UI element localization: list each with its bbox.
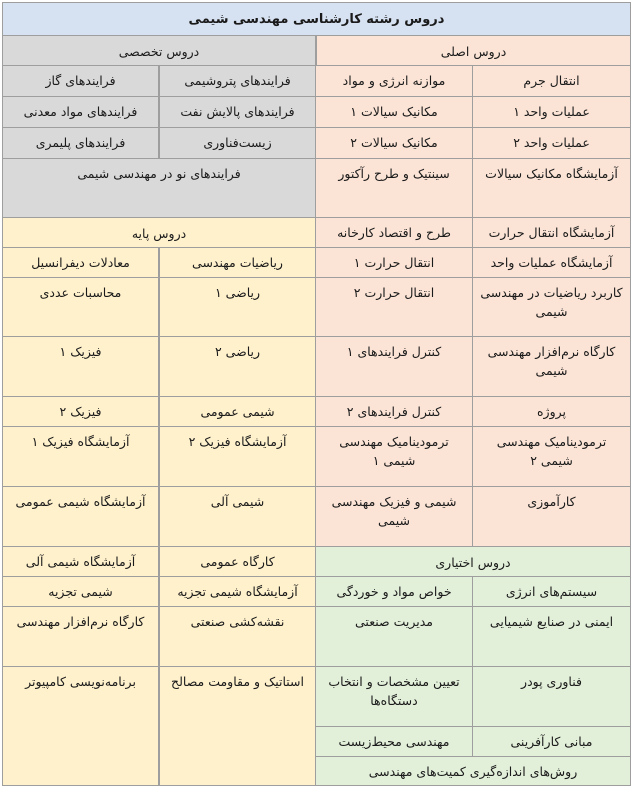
course-cell: کارگاه نرم‌افزار مهندسی bbox=[2, 607, 159, 667]
course-table bbox=[2, 2, 631, 786]
course-cell: انتقال حرارت ۱ bbox=[316, 248, 473, 278]
course-cell: ریاضی ۱ bbox=[159, 278, 316, 337]
course-cell: پروژه bbox=[473, 397, 631, 427]
course-cell: طرح و اقتصاد کارخانه bbox=[316, 218, 473, 248]
course-cell: انتقال جرم bbox=[473, 66, 631, 97]
course-cell: ریاضیات مهندسی bbox=[159, 248, 316, 278]
course-cell: ریاضی ۲ bbox=[159, 337, 316, 397]
course-cell: آزمایشگاه انتقال حرارت bbox=[473, 218, 631, 248]
course-cell: شیمی عمومی bbox=[159, 397, 316, 427]
course-cell: فرایندهای مواد معدنی bbox=[2, 97, 159, 128]
course-cell: آزمایشگاه مکانیک سیالات bbox=[473, 159, 631, 218]
course-cell: ترمودینامیک مهندسی شیمی ۲ bbox=[473, 427, 631, 487]
header-basic-courses: دروس پایه bbox=[2, 218, 316, 248]
course-cell: معادلات دیفرانسیل bbox=[2, 248, 159, 278]
course-cell: زیست‌فناوری bbox=[159, 128, 316, 159]
course-cell: فیزیک ۲ bbox=[2, 397, 159, 427]
course-cell: استاتیک و مقاومت مصالح bbox=[159, 667, 316, 786]
course-cell: فرایندهای پلیمری bbox=[2, 128, 159, 159]
course-cell: آزمایشگاه شیمی آلی bbox=[2, 547, 159, 577]
course-cell: آزمایشگاه عملیات واحد bbox=[473, 248, 631, 278]
course-cell: سینتیک و طرح رآکتور bbox=[316, 159, 473, 218]
course-cell: شیمی آلی bbox=[159, 487, 316, 547]
course-cell: فرایندهای پتروشیمی bbox=[159, 66, 316, 97]
course-cell: مکانیک سیالات ۱ bbox=[316, 97, 473, 128]
course-cell: کارگاه عمومی bbox=[159, 547, 316, 577]
course-cell: محاسبات عددی bbox=[2, 278, 159, 337]
course-cell: نقشه‌کشی صنعتی bbox=[159, 607, 316, 667]
course-cell: انتقال حرارت ۲ bbox=[316, 278, 473, 337]
course-cell: کنترل فرایندهای ۱ bbox=[316, 337, 473, 397]
header-elective-courses: دروس اختیاری bbox=[316, 547, 631, 577]
course-cell: ایمنی در صنایع شیمیایی bbox=[473, 607, 631, 667]
course-cell: آزمایشگاه فیزیک ۱ bbox=[2, 427, 159, 487]
course-cell: آزمایشگاه شیمی تجزیه bbox=[159, 577, 316, 607]
course-cell: موازنه انرژی و مواد bbox=[316, 66, 473, 97]
course-cell: مدیریت صنعتی bbox=[316, 607, 473, 667]
course-cell: فناوری پودر bbox=[473, 667, 631, 727]
table-title: دروس رشته کارشناسی مهندسی شیمی bbox=[2, 2, 631, 36]
course-cell: فیزیک ۱ bbox=[2, 337, 159, 397]
course-cell: خواص مواد و خوردگی bbox=[316, 577, 473, 607]
header-core-courses: دروس اصلی bbox=[316, 36, 631, 66]
course-cell: آزمایشگاه فیزیک ۲ bbox=[159, 427, 316, 487]
course-cell: فرایندهای گاز bbox=[2, 66, 159, 97]
course-cell: آزمایشگاه شیمی عمومی bbox=[2, 487, 159, 547]
course-cell: عملیات واحد ۲ bbox=[473, 128, 631, 159]
course-cell: تعیین مشخصات و انتخاب دستگاه‌ها bbox=[316, 667, 473, 727]
course-cell: مهندسی محیط‌زیست bbox=[316, 727, 473, 757]
course-cell: کاربرد ریاضیات در مهندسی شیمی bbox=[473, 278, 631, 337]
header-specialized-courses: دروس تخصصی bbox=[2, 36, 316, 66]
course-cell: شیمی تجزیه bbox=[2, 577, 159, 607]
course-cell: فرایندهای نو در مهندسی شیمی bbox=[2, 159, 316, 218]
course-cell: کارآموزی bbox=[473, 487, 631, 547]
course-cell: مبانی کارآفرینی bbox=[473, 727, 631, 757]
course-cell: کنترل فرایندهای ۲ bbox=[316, 397, 473, 427]
course-cell: عملیات واحد ۱ bbox=[473, 97, 631, 128]
course-cell: مکانیک سیالات ۲ bbox=[316, 128, 473, 159]
course-cell: کارگاه نرم‌افزار مهندسی شیمی bbox=[473, 337, 631, 397]
course-cell: ترمودینامیک مهندسی شیمی ۱ bbox=[316, 427, 473, 487]
course-cell: سیستم‌های انرژی bbox=[473, 577, 631, 607]
course-cell: روش‌های اندازه‌گیری کمیت‌های مهندسی bbox=[316, 757, 631, 786]
course-cell: فرایندهای پالایش نفت bbox=[159, 97, 316, 128]
course-cell: شیمی و فیزیک مهندسی شیمی bbox=[316, 487, 473, 547]
course-cell: برنامه‌نویسی کامپیوتر bbox=[2, 667, 159, 786]
